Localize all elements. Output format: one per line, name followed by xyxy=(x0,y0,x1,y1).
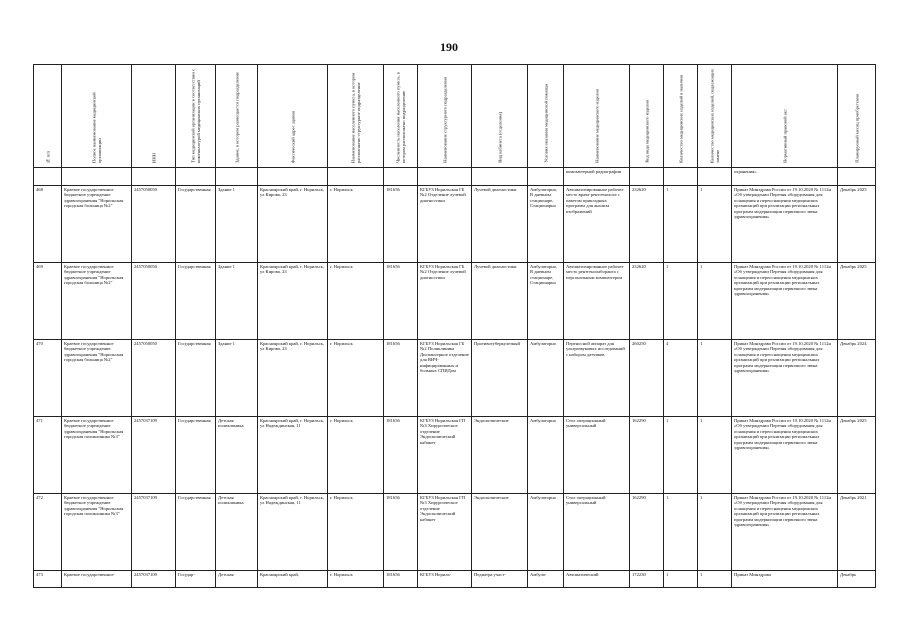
cell-conditions: Амбула- xyxy=(528,571,564,588)
cell-address: Красноярский край, г. Норильск, ул Надеждинская, 11 xyxy=(258,494,328,571)
column-header-4 xyxy=(176,65,216,168)
cell-cabinet: Эндоскопические xyxy=(472,417,528,494)
equipment-table xyxy=(33,64,876,588)
cell-qty: 1 xyxy=(664,494,698,571)
table-row xyxy=(34,340,876,417)
column-header-label: Численность населения населенного пункта, в котором расположено подразделение xyxy=(395,72,406,163)
cell-month: Декабрь 2025 xyxy=(838,263,876,340)
cell-repl: 1 xyxy=(698,263,732,340)
cell-inn: 2457050050 xyxy=(132,186,176,263)
column-header-label: Планируемый месяц приобретения xyxy=(853,94,859,163)
cell-population: 181656 xyxy=(384,417,418,494)
cell-month: Декабрь 2021 xyxy=(838,494,876,571)
cell-building: Здание 1 xyxy=(216,263,258,340)
column-header-5 xyxy=(216,65,258,168)
cell-locality: г. Норильск xyxy=(328,571,384,588)
cell-type: Государственная xyxy=(176,340,216,417)
cell-building: Детская поликлиника xyxy=(216,494,258,571)
cell-qty: 4 xyxy=(664,340,698,417)
cell-conditions: Амбулаторно, В дневном стационаре, Стационарно xyxy=(528,186,564,263)
cell-month: Декабрь 2025 xyxy=(838,186,876,263)
cell-unit: КГБУЗ Норильская ГБ №2 Поликлиника Диспансерное отделение для ВИЧ-инфицированных и больных СПИДом xyxy=(418,340,472,417)
cell-month: Декабрь 2024 xyxy=(838,340,876,417)
cell-address: Красноярский край, г. Норильск, ул Надеждинская, 11 xyxy=(258,417,328,494)
column-header-15 xyxy=(698,65,732,168)
cell-population: 181656 xyxy=(384,494,418,571)
cell-cabinet: Лучевой диагностики xyxy=(472,263,528,340)
cell-month: Декабрь 2025 xyxy=(838,417,876,494)
column-header-16 xyxy=(732,65,838,168)
column-header-17 xyxy=(838,65,876,168)
column-header-8 xyxy=(384,65,418,168)
cell-building: Здание 1 xyxy=(216,340,258,417)
cell-address: Красноярский край, г. Норильск, ул Кирова, 23 xyxy=(258,186,328,263)
cell-population: 181656 xyxy=(384,263,418,340)
cell-code: 162290 xyxy=(630,417,664,494)
cell-org: Краевое государственное бюджетное учреждение здравоохранения "Норильская городская больница №2" xyxy=(62,186,132,263)
table-row xyxy=(34,571,876,588)
cell-qty: 1 xyxy=(664,417,698,494)
column-header-13 xyxy=(630,65,664,168)
cell-population: 181656 xyxy=(384,340,418,417)
cell-address: Красноярский край, xyxy=(258,571,328,588)
cell-device: Стол операционный универсальный xyxy=(564,417,630,494)
cell-building: Здание 1 xyxy=(216,186,258,263)
cell-unit: КГБУЗ Норильская ГБ №2 Отделение лучевой диагностики xyxy=(418,263,472,340)
column-header-label: Нормативный правовой акт xyxy=(781,109,787,163)
cell-type: Государственная xyxy=(176,494,216,571)
column-header-14 xyxy=(664,65,698,168)
cell-unit: КГБУЗ Нориль- xyxy=(418,571,472,588)
cell-act: Приказ Минздрава России от 19.10.2020 № 1112н «Об утверждении Перечня оборудования для оснащения и переоснащения медицинских организаций при реализации региональных программ модернизации первичного звена здравоохранения» xyxy=(732,340,838,417)
cell-code: 260250 xyxy=(630,340,664,417)
column-header-label: Наименование населенного пункта, в котором расположено структурное подразделение xyxy=(350,72,361,163)
cell-device: Автоматический xyxy=(564,571,630,588)
cell-act: Приказ Минздрава России от 19.10.2020 № 1112н «Об утверждении Перечня оборудования для оснащения и переоснащения медицинских организаций при реализации региональных программ модернизации первичного звена здравоохранения» xyxy=(732,494,838,571)
cell-type: Государ- xyxy=(176,571,216,588)
column-header-3 xyxy=(132,65,176,168)
cell-code: 172230 xyxy=(630,571,664,588)
column-header-label: Здание, в котором размещается подразделение xyxy=(233,72,239,163)
cell-device: Автоматизированное рабочее место врача-рентгенолога с пакетом прикладных программ для анализа изображений xyxy=(564,186,630,263)
table-row xyxy=(34,186,876,263)
column-header-11 xyxy=(528,65,564,168)
cell-inn: 2457037109 xyxy=(132,494,176,571)
column-header-10 xyxy=(472,65,528,168)
page-number: 190 xyxy=(440,40,458,54)
column-header-7 xyxy=(328,65,384,168)
column-header-label: № п/п xyxy=(44,150,50,163)
cell-act: Приказ Минздрава России от 19.10.2020 № 1112н «Об утверждении Перечня оборудования для оснащения и переоснащения медицинских организаций при реализации региональных программ модернизации первичного звена здравоохранения» xyxy=(732,186,838,263)
cell-locality: г. Норильск xyxy=(328,417,384,494)
cell-locality: г. Норильск xyxy=(328,263,384,340)
column-header-label: Количество медицинских изделий, подлежащих замене xyxy=(709,68,720,163)
cell-population: 181656 xyxy=(384,571,418,588)
cell-locality: г. Норильск xyxy=(328,340,384,417)
column-header-label: Полное наименование медицинской организации xyxy=(91,92,102,163)
cell-repl: 1 xyxy=(698,571,732,588)
cell-conditions: Амбулаторно, В дневном стационаре, Стационарно xyxy=(528,263,564,340)
cell-act: Приказ Минздрава xyxy=(732,571,838,588)
cell-org: Краевое государственное бюджетное учреждение здравоохранения "Норильская городская больница №2" xyxy=(62,263,132,340)
table-body xyxy=(34,186,876,588)
cell-address: Красноярский край, г. Норильск, ул Кирова, 23 xyxy=(258,263,328,340)
table-row xyxy=(34,417,876,494)
table-row xyxy=(34,494,876,571)
cell-qty: 1 xyxy=(664,186,698,263)
cell-unit: КГБУЗ Норильская ГП №3 Хирургическое отделение Эндоскопический кабинет xyxy=(418,417,472,494)
cell-conditions: Амбулаторно xyxy=(528,494,564,571)
cell-org: Краевое государственное- xyxy=(62,571,132,588)
cell-act-continued: охранения» xyxy=(732,168,838,186)
column-header-label: Тип медицинской организации в соответствии с номенклатурой медицинских организаций xyxy=(190,68,201,163)
cell-num: 470 xyxy=(34,340,62,417)
cell-act: Приказ Минздрава России от 19.10.2020 № 1112н «Об утверждении Перечня оборудования для оснащения и переоснащения медицинских организаций при реализации региональных программ модернизации первичного звена здравоохранения» xyxy=(732,417,838,494)
cell-device: Стол операционный универсальный xyxy=(564,494,630,571)
cell-org: Краевое государственное бюджетное учреждение здравоохранения "Норильская городская поликлиника №3" xyxy=(62,417,132,494)
cell-repl: 1 xyxy=(698,417,732,494)
cell-cabinet: Лучевой диагностики xyxy=(472,186,528,263)
column-header-label: Фактический адрес здания xyxy=(289,110,295,163)
cell-address: Красноярский край, г. Норильск, ул Кирова, 23 xyxy=(258,340,328,417)
cell-cabinet: Педиатра участ- xyxy=(472,571,528,588)
column-header-9 xyxy=(418,65,472,168)
cell-org: Краевое государственное бюджетное учреждение здравоохранения "Норильская городская больница №2" xyxy=(62,340,132,417)
cell-repl: 1 xyxy=(698,340,732,417)
column-header-1 xyxy=(34,65,62,168)
cell-building: Детская xyxy=(216,571,258,588)
cell-population: 181656 xyxy=(384,186,418,263)
cell-type: Государственная xyxy=(176,186,216,263)
cell-device-continued: компьютерной радиографии xyxy=(564,168,630,186)
cell-inn: 2457037109 xyxy=(132,417,176,494)
cell-inn: 2457050050 xyxy=(132,263,176,340)
cell-type: Государственная xyxy=(176,417,216,494)
cell-device: Переносной аппарат для ультразвуковых исследований с набором датчиков xyxy=(564,340,630,417)
continuation-row xyxy=(34,168,876,186)
header-row xyxy=(34,65,876,168)
cell-repl: 1 xyxy=(698,494,732,571)
column-header-label: Условия оказания медицинской помощи xyxy=(542,84,548,163)
cell-code: 232620 xyxy=(630,263,664,340)
cell-unit: КГБУЗ Норильская ГБ №2 Отделение лучевой диагностики xyxy=(418,186,472,263)
cell-num: 473 xyxy=(34,571,62,588)
cell-num: 472 xyxy=(34,494,62,571)
cell-qty: 1 xyxy=(664,571,698,588)
column-header-label: Вид кабинета (отделения) xyxy=(496,112,502,163)
cell-num: 469 xyxy=(34,263,62,340)
cell-conditions: Амбулаторно xyxy=(528,417,564,494)
column-header-label: ИНН xyxy=(150,153,156,163)
cell-cabinet: Противотуберкулезный xyxy=(472,340,528,417)
cell-device: Автоматизированное рабочее место рентгенолаборанта с персональным компьютером xyxy=(564,263,630,340)
cell-cabinet: Эндоскопические xyxy=(472,494,528,571)
table-row xyxy=(34,263,876,340)
column-header-label: Наименование медицинского изделия xyxy=(593,89,599,163)
column-header-2 xyxy=(62,65,132,168)
cell-num: 468 xyxy=(34,186,62,263)
cell-code: 162290 xyxy=(630,494,664,571)
cell-locality: г. Норильск xyxy=(328,494,384,571)
cell-unit: КГБУЗ Норильская ГП №3 Хирургическое отделение Эндоскопический кабинет xyxy=(418,494,472,571)
cell-code: 232620 xyxy=(630,186,664,263)
cell-type: Государственная xyxy=(176,263,216,340)
column-header-label: Код вида медицинского изделия xyxy=(643,100,649,163)
column-header-12 xyxy=(564,65,630,168)
cell-qty: 1 xyxy=(664,263,698,340)
cell-building: Детская поликлиника xyxy=(216,417,258,494)
cell-inn: 2457050050 xyxy=(132,340,176,417)
cell-repl: 1 xyxy=(698,186,732,263)
column-header-label: Наименование структурного подразделения xyxy=(441,77,447,163)
cell-num: 471 xyxy=(34,417,62,494)
cell-month: Декабрь xyxy=(838,571,876,588)
cell-locality: г. Норильск xyxy=(328,186,384,263)
cell-conditions: Амбулаторно xyxy=(528,340,564,417)
cell-org: Краевое государственное бюджетное учреждение здравоохранения "Норильская городская поликлиника №3" xyxy=(62,494,132,571)
cell-inn: 2457037109 xyxy=(132,571,176,588)
column-header-6 xyxy=(258,65,328,168)
column-header-label: Количество медицинских изделий в наличии xyxy=(677,75,683,163)
cell-act: Приказ Минздрава России от 19.10.2020 № 1112н «Об утверждении Перечня оборудования для оснащения и переоснащения медицинских организаций при реализации региональных программ модернизации первичного звена здравоохранения» xyxy=(732,263,838,340)
